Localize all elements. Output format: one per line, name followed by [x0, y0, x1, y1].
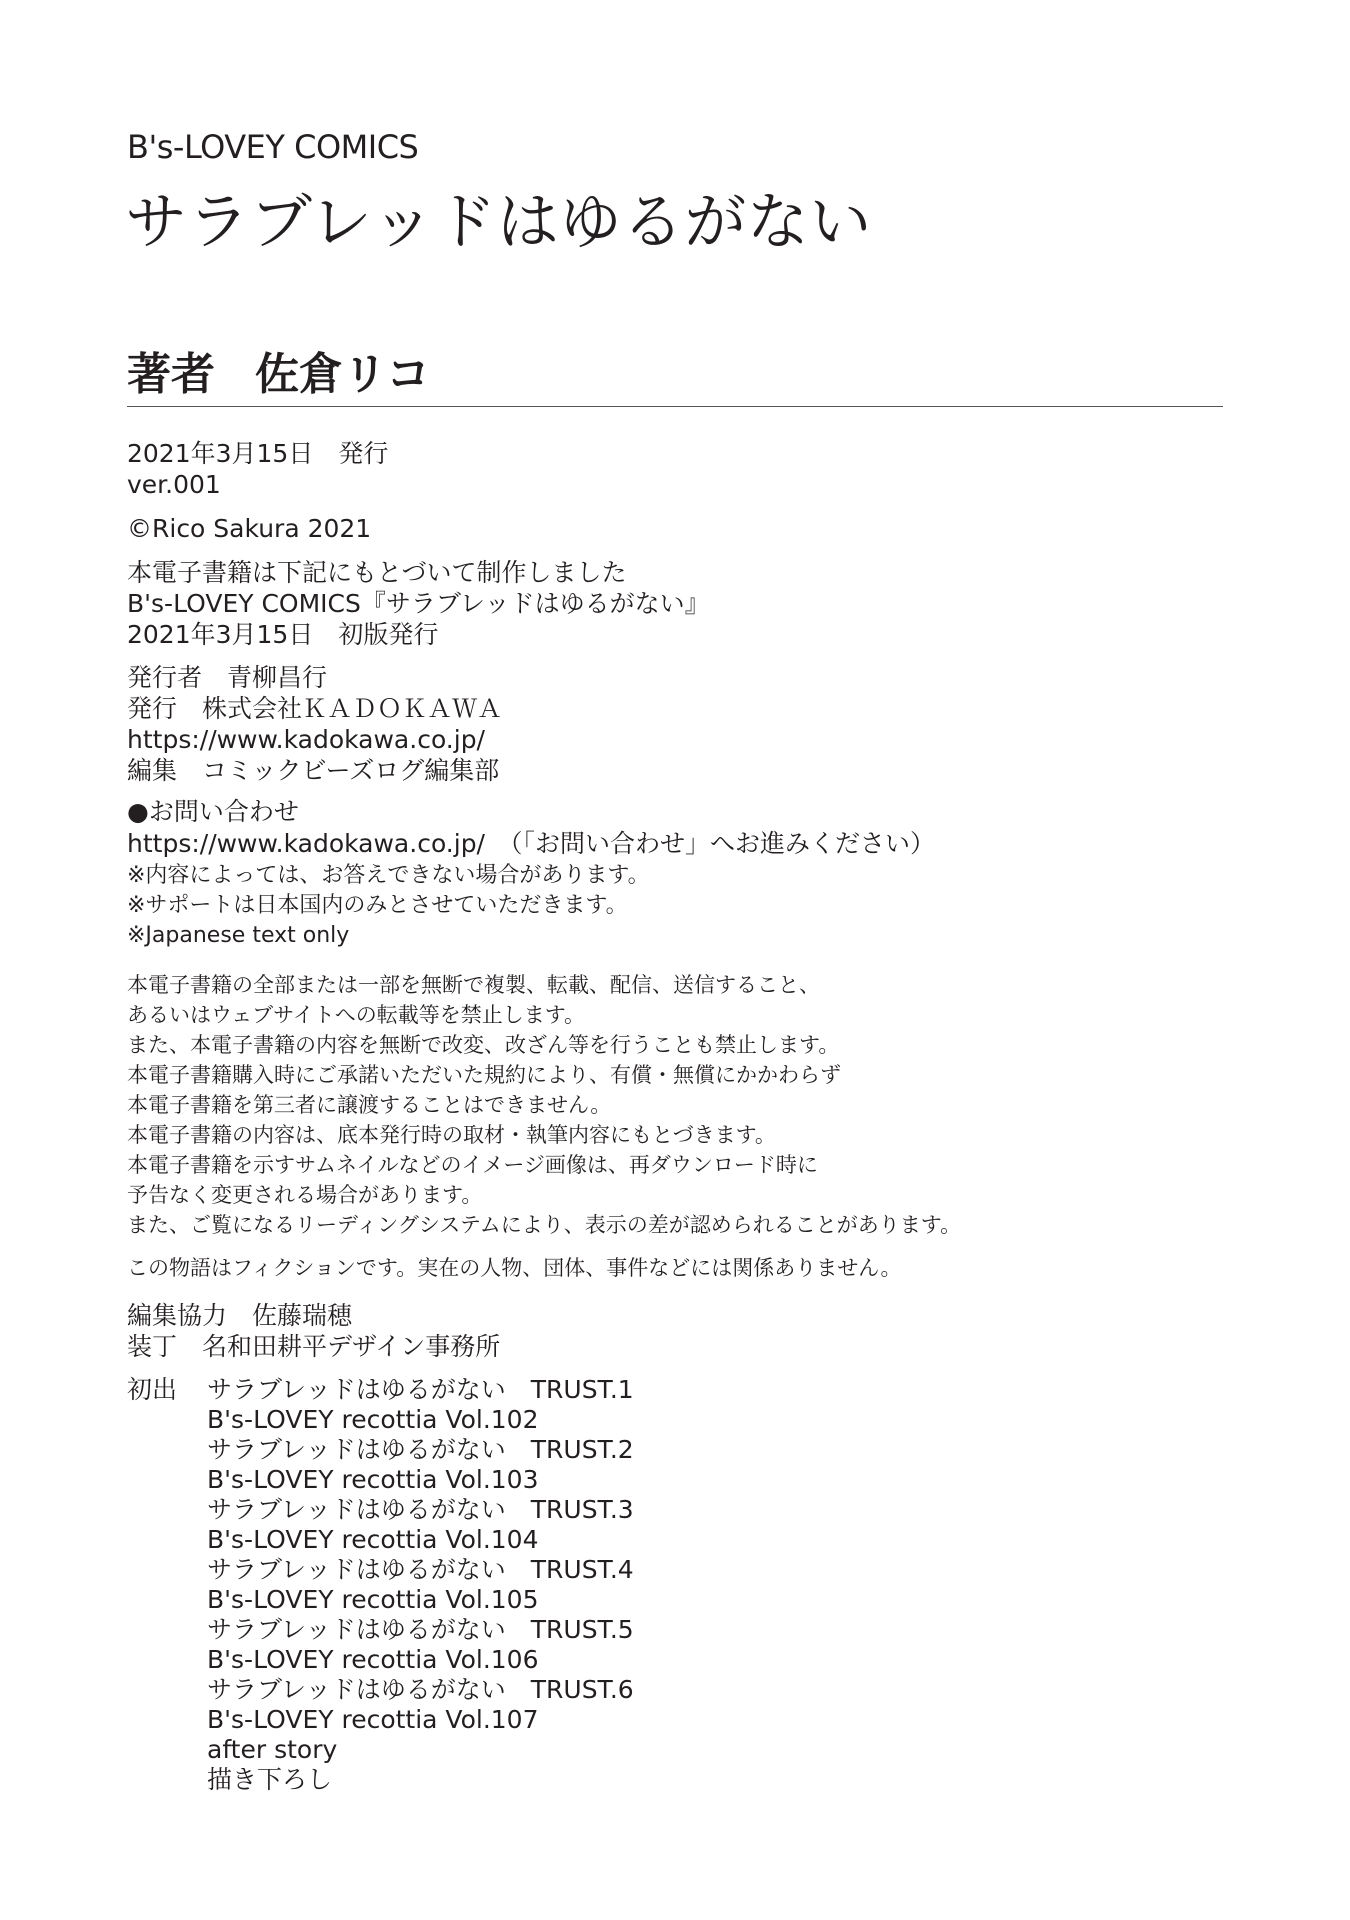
list-item: B's-LOVEY recottia Vol.102: [207, 1405, 539, 1434]
version: ver.001: [127, 470, 221, 499]
list-item: B's-LOVEY recottia Vol.104: [207, 1525, 539, 1554]
legal-line: 本電子書籍を第三者に譲渡することはできません。: [127, 1093, 612, 1117]
legal-line: あるいはウェブサイトへの転載等を禁止します。: [127, 1003, 586, 1027]
author-role: 著者: [127, 349, 215, 400]
fiction-disclaimer: この物語はフィクションです。実在の人物、団体、事件などには関係ありません。: [127, 1256, 902, 1280]
legal-line: 本電子書籍を示すサムネイルなどのイメージ画像は、再ダウンロード時に: [127, 1153, 818, 1177]
list-item: サラブレッドはゆるがない TRUST.5: [207, 1615, 634, 1644]
list-item: B's-LOVEY recottia Vol.105: [207, 1585, 539, 1614]
source-line: 本電子書籍は下記にもとづいて制作しました: [127, 558, 627, 587]
source-line: B's-LOVEY COMICS『サラブレッドはゆるがない』: [127, 589, 710, 618]
inquiry-note: ※Japanese text only: [127, 923, 350, 948]
source-line: 2021年3月15日 初版発行: [127, 620, 439, 649]
book-title: サラブレッドはゆるがない: [125, 185, 872, 258]
legal-line: 予告なく変更される場合があります。: [127, 1183, 483, 1207]
list-item: サラブレッドはゆるがない TRUST.3: [207, 1495, 634, 1524]
legal-line: 本電子書籍の内容は、底本発行時の取材・執筆内容にもとづきます。: [127, 1123, 776, 1147]
publication-info: [127, 438, 388, 500]
list-item: after story: [207, 1735, 338, 1764]
divider: [127, 406, 1223, 407]
credit-line: 装丁 名和田耕平デザイン事務所: [127, 1332, 501, 1361]
inquiry-heading: ●お問い合わせ: [127, 797, 299, 826]
legal-notice: [127, 970, 961, 1240]
list-item: サラブレッドはゆるがない TRUST.2: [207, 1435, 634, 1464]
list-item: サラブレッドはゆるがない TRUST.1: [207, 1375, 634, 1404]
inquiry-url: https://www.kadokawa.co.jp/ （「お問い合わせ」へお進みください）: [127, 829, 935, 858]
list-item: サラブレッドはゆるがない TRUST.4: [207, 1555, 634, 1584]
list-item: B's-LOVEY recottia Vol.106: [207, 1645, 539, 1674]
list-item: 描き下ろし: [207, 1765, 333, 1794]
imprint-label: B's-LOVEY COMICS: [127, 128, 419, 166]
credits: [127, 1300, 500, 1362]
author-name: 佐倉リコ: [255, 349, 431, 400]
inquiry-note: ※内容によっては、お答えできない場合があります。: [127, 863, 650, 888]
legal-line: また、本電子書籍の内容を無断で改変、改ざん等を行うことも禁止します。: [127, 1033, 840, 1057]
legal-line: また、ご覧になるリーディングシステムにより、表示の差が認められることがあります。: [127, 1213, 962, 1237]
copyright: ©Rico Sakura 2021: [127, 514, 372, 543]
legal-line: 本電子書籍の全部または一部を無断で複製、転載、配信、送信すること、: [127, 973, 820, 997]
publication-date: 2021年3月15日 発行: [127, 439, 389, 468]
list-item: B's-LOVEY recottia Vol.107: [207, 1705, 539, 1734]
publisher-line: 発行 株式会社ＫＡＤＯＫＡＷＡ: [127, 694, 503, 723]
publisher-line: 編集 コミックビーズログ編集部: [127, 756, 500, 785]
inquiry-note: ※サポートは日本国内のみとさせていただきます。: [127, 893, 628, 918]
author-line: [127, 338, 470, 402]
publisher-info: [127, 662, 502, 786]
list-item: B's-LOVEY recottia Vol.103: [207, 1465, 539, 1494]
source-info: [127, 557, 710, 650]
publisher-line: 発行者 青柳昌行: [127, 663, 328, 692]
list-item: サラブレッドはゆるがない TRUST.6: [207, 1675, 634, 1704]
first-published-list: [207, 1375, 634, 1795]
publisher-url: https://www.kadokawa.co.jp/: [127, 725, 485, 754]
credit-line: 編集協力 佐藤瑞穂: [127, 1301, 353, 1330]
legal-line: 本電子書籍購入時にご承諾いただいた規約により、有償・無償にかかわらず: [127, 1063, 841, 1087]
inquiry: [127, 796, 935, 948]
first-published-label: 初出: [127, 1375, 178, 1404]
